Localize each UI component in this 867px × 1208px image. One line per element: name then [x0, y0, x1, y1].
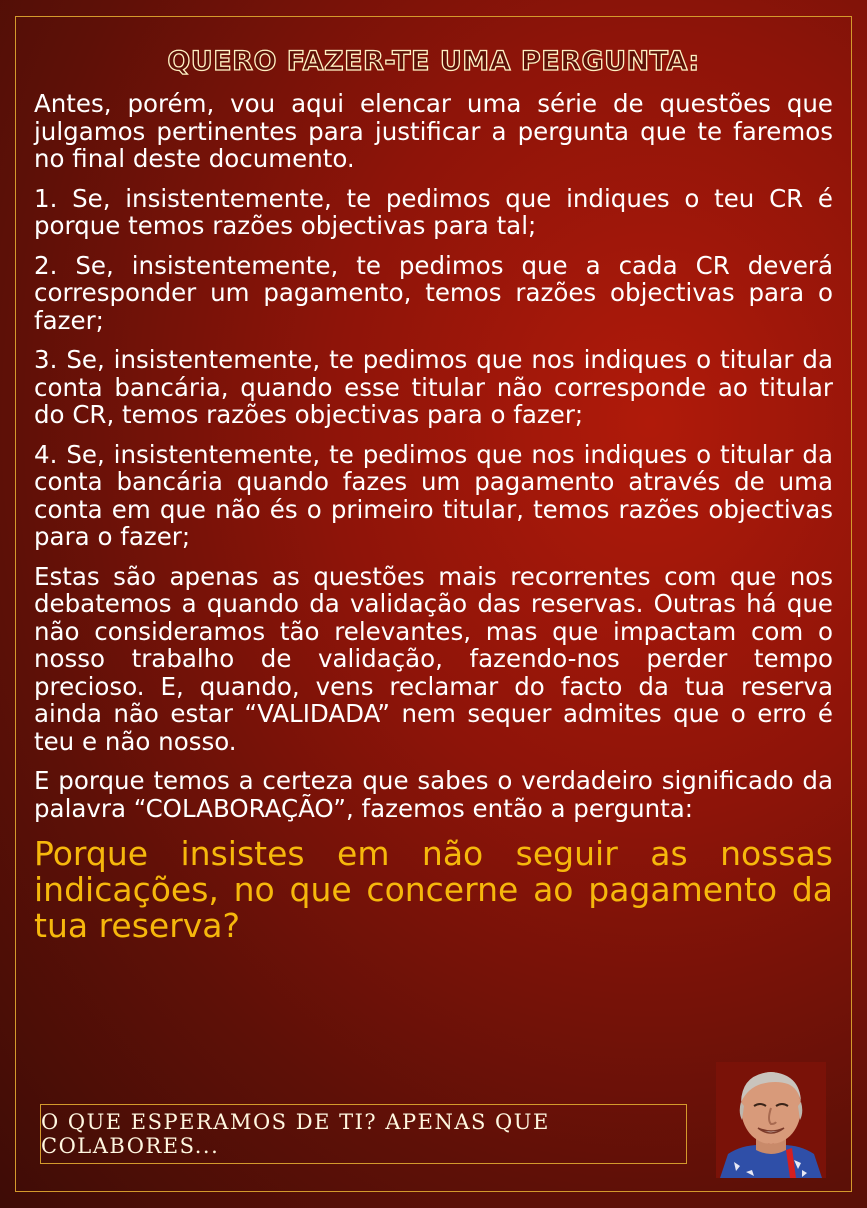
author-photo	[716, 1062, 826, 1178]
person-portrait-image	[716, 1062, 826, 1178]
intro-paragraph: Antes, porém, vou aqui elencar uma série de questões que julgamos pertinentes para justificar a pergunta que te faremos no final deste documento.	[34, 89, 833, 173]
footer-banner	[40, 1104, 687, 1164]
list-item-3: 3. Se, insistentemente, te pedimos que nos indiques o titular da conta bancária, quando esse titular não corresponde ao titular do CR, temos razões objectivas para o fazer;	[34, 345, 833, 429]
list-item-4: 4. Se, insistentemente, te pedimos que nos indiques o titular da conta bancária quando fazes um pagamento através de uma conta em que não és o primeiro titular, temos razões objectivas para o fazer;	[34, 439, 833, 551]
poster-body	[34, 90, 833, 956]
collaboration-paragraph: E porque temos a certeza que sabes o verdadeiro significado da palavra “COLABORAÇÃO”, fazemos então a pergunta:	[34, 766, 833, 823]
list-item-1: 1. Se, insistentemente, te pedimos que indiques o teu CR é porque temos razões objectivas para tal;	[34, 183, 833, 240]
list-item-2: 2. Se, insistentemente, te pedimos que a cada CR deverá corresponder um pagamento, temos razões objectivas para o fazer;	[34, 250, 833, 335]
highlighted-question: Porque insistes em não seguir as nossas indicações, no que concerne ao pagamento da tua reserva?	[34, 834, 833, 945]
footer-text: O QUE ESPERAMOS DE TI? APENAS QUE COLABORES...	[41, 1110, 550, 1158]
recurring-issues-paragraph: Estas são apenas as questões mais recorrentes com que nos debatemos a quando da validação das reservas. Outras há que não consideramos tão relevantes, mas que impactam com o nosso trabalho de validação, fazendo-nos perder tempo precioso. E, quando, vens reclamar do facto da tua reserva ainda não estar “VALIDADA” nem sequer admites que o erro é teu e não nosso.	[34, 561, 833, 756]
poster-title: QUERO FAZER-TE UMA PERGUNTA:	[167, 46, 700, 77]
